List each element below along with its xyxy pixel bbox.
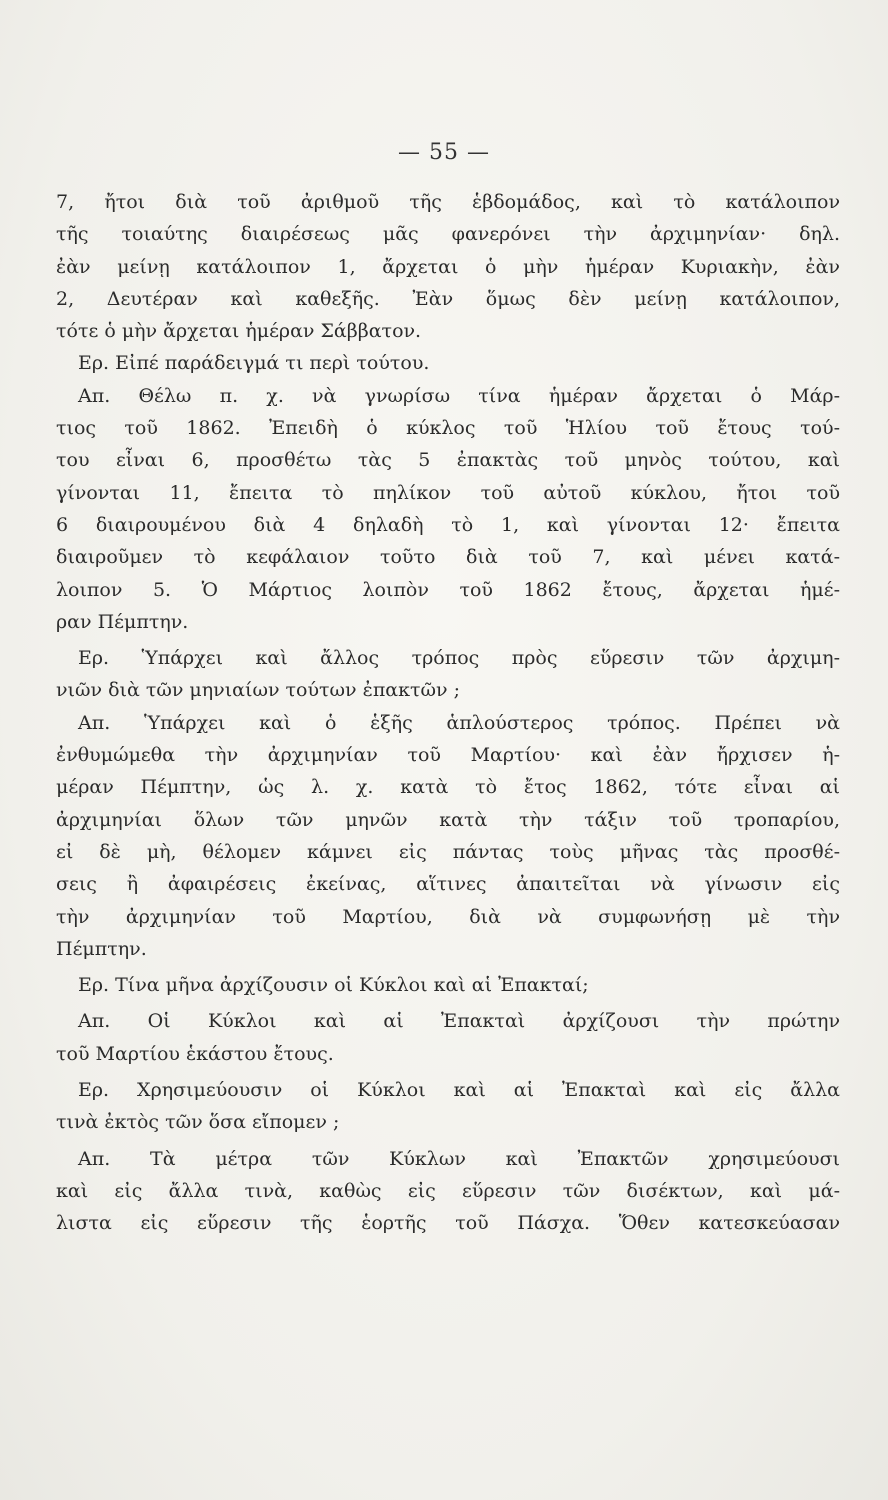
question-line: Ερ. Εἰπέ παράδειγμά τι περὶ τούτου.: [78, 352, 430, 375]
text-line: ἐνθυμώμεθα τὴν ἀρχιμηνίαν τοῦ Μαρτίου· καὶ ἐὰν ἤρχισεν ἡ-: [56, 744, 840, 767]
question-line: Ερ. Χρησιμεύουσιν οἱ Κύκλοι καὶ αἱ Ἐπακταὶ καὶ εἰς ἄλλα: [78, 1079, 840, 1102]
text-line: λοιπον 5. Ὁ Μάρτιος λοιπὸν τοῦ 1862 ἔτους, ἄρχεται ἡμέ-: [56, 578, 840, 601]
text-line: εἰ δὲ μὴ, θέλομεν κάμνει εἰς πάντας τοὺς μῆνας τὰς προσθέ-: [56, 840, 840, 863]
answer-line: Απ. Οἱ Κύκλοι καὶ αἱ Ἐπακταὶ ἀρχίζουσι τὴν πρώτην: [78, 1010, 840, 1033]
answer-line: Απ. Τὰ μέτρα τῶν Κύκλων καὶ Ἐπακτῶν χρησιμεύουσι: [78, 1147, 840, 1170]
text-line: τοῦ Μαρτίου ἑκάστου ἔτους.: [56, 1042, 334, 1065]
text-line: ραν Πέμπτην.: [56, 610, 189, 633]
text-line: Πέμπτην.: [56, 937, 147, 960]
text-line: διαιροῦμεν τὸ κεφάλαιον τοῦτο διὰ τοῦ 7, καὶ μένει κατά-: [56, 546, 840, 569]
text-line: τιος τοῦ 1862. Ἐπειδὴ ὁ κύκλος τοῦ Ἡλίου τοῦ ἔτους τού-: [56, 417, 840, 440]
text-line: καὶ εἰς ἄλλα τινὰ, καθὼς εἰς εὕρεσιν τῶν δισέκτων, καὶ μά-: [56, 1179, 840, 1202]
text-line: τότε ὁ μὴν ἄρχεται ἡμέραν Σάββατον.: [56, 320, 422, 343]
text-line: λιστα εἰς εὕρεσιν τῆς ἑορτῆς τοῦ Πάσχα. Ὅθεν κατεσκεύασαν: [56, 1212, 840, 1235]
text-line: τῆς τοιαύτης διαιρέσεως μᾶς φανερόνει τὴν ἀρχιμηνίαν· δηλ.: [56, 223, 840, 246]
body-text: [56, 186, 840, 1240]
text-line: νιῶν διὰ τῶν μηνιαίων τούτων ἐπακτῶν ;: [56, 679, 461, 702]
text-line: ἀρχιμηνίαι ὅλων τῶν μηνῶν κατὰ τὴν τάξιν τοῦ τροπαρίου,: [56, 808, 840, 831]
text-line: τινὰ ἐκτὸς τῶν ὅσα εἴπομεν ;: [56, 1111, 340, 1134]
page-number: — 55 —: [398, 140, 490, 165]
text-line: 2, Δευτέραν καὶ καθεξῆς. Ἐὰν ὅμως δὲν μείνῃ κατάλοιπον,: [56, 287, 840, 310]
question-line: Ερ. Ὑπάρχει καὶ ἄλλος τρόπος πρὸς εὕρεσιν τῶν ἀρχιμη-: [78, 647, 840, 670]
text-line: μέραν Πέμπτην, ὡς λ. χ. κατὰ τὸ ἔτος 1862, τότε εἶναι αἱ: [56, 776, 840, 799]
text-line: του εἶναι 6, προσθέτω τὰς 5 ἐπακτὰς τοῦ μηνὸς τούτου, καὶ: [56, 449, 840, 472]
text-line: 6 διαιρουμένου διὰ 4 δηλαδὴ τὸ 1, καὶ γίνονται 12· ἔπειτα: [56, 513, 840, 536]
text-line: 7, ἤτοι διὰ τοῦ ἀριθμοῦ τῆς ἑβδομάδος, καὶ τὸ κατάλοιπον: [56, 191, 840, 213]
text-line: γίνονται 11, ἔπειτα τὸ πηλίκον τοῦ αὐτοῦ κύκλου, ἤτοι τοῦ: [56, 481, 840, 504]
answer-line: Απ. Ὑπάρχει καὶ ὁ ἑξῆς ἁπλούστερος τρόπος. Πρέπει νὰ: [78, 711, 840, 734]
text-line: τὴν ἀρχιμηνίαν τοῦ Μαρτίου, διὰ νὰ συμφωνήσῃ μὲ τὴν: [56, 905, 840, 928]
text-line: σεις ἢ ἀφαιρέσεις ἐκείνας, αἵτινες ἀπαιτεῖται νὰ γίνωσιν εἰς: [56, 873, 840, 896]
answer-line: Απ. Θέλω π. χ. νὰ γνωρίσω τίνα ἡμέραν ἄρχεται ὁ Μάρ-: [78, 384, 840, 407]
text-line: ἐὰν μείνῃ κατάλοιπον 1, ἄρχεται ὁ μὴν ἡμέραν Κυριακὴν, ἐὰν: [56, 255, 840, 278]
question-line: Ερ. Τίνα μῆνα ἀρχίζουσιν οἱ Κύκλοι καὶ αἱ Ἐπακταί;: [78, 974, 589, 997]
